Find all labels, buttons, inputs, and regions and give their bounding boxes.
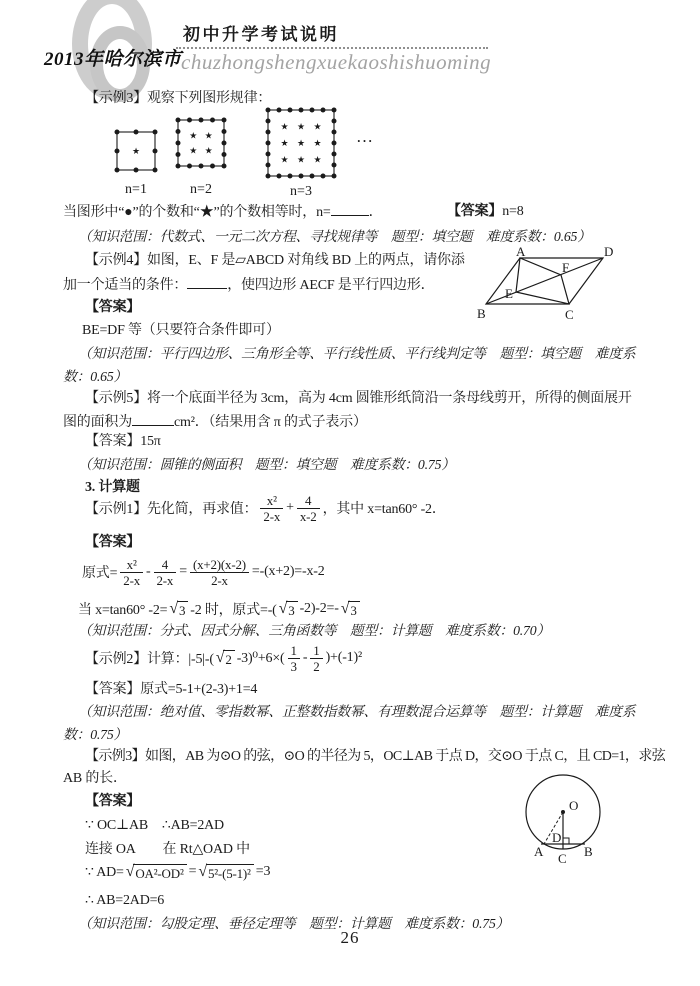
example5-line2 xyxy=(63,413,367,431)
svg-text:★: ★ xyxy=(296,121,306,132)
calc1-answer-label: 【答案】 xyxy=(85,535,141,550)
calc3-line2: AB 的长． xyxy=(63,771,127,786)
svg-text:★: ★ xyxy=(189,145,198,156)
equals: = xyxy=(188,864,197,879)
parallelogram-diagram xyxy=(476,246,691,326)
figure-label-n3: n=3 xyxy=(290,184,312,199)
figure-label-n1: n=1 xyxy=(125,182,147,197)
example5-answer: 【答案】15π xyxy=(85,434,161,449)
svg-text:★: ★ xyxy=(204,130,213,141)
vertex-label-A: A xyxy=(516,246,526,259)
substitute-mid2: -2)-2=- xyxy=(299,601,339,616)
fraction: $\frac{4}{x-2}$ xyxy=(297,493,320,524)
example4-scope-line1: （知识范围：平行四边形、三角形全等、平行线性质、平行线判定等 题型：填空题 难度系 xyxy=(78,346,636,361)
equals: = xyxy=(179,564,187,579)
point-label-B: B xyxy=(584,844,593,859)
calc3-deduction4: ∴ AB=2AD=6 xyxy=(85,893,165,908)
svg-text:★: ★ xyxy=(313,138,322,148)
area-tail: cm²．（结果用含 π 的式子表示） xyxy=(174,415,367,430)
fraction: $\frac{4}{2-x}$ xyxy=(154,557,177,588)
section3-heading: 3. 计算题 xyxy=(85,480,140,495)
page-number: 26 xyxy=(340,928,360,947)
calc3-deduction3 xyxy=(85,860,270,884)
example4-answer-label: 【答案】 xyxy=(85,300,141,315)
point-label-E: E xyxy=(505,286,513,301)
svg-text:★: ★ xyxy=(280,138,289,148)
calc1-prefix: 【示例1】先化简，再求值： xyxy=(85,502,258,517)
calc3-deduction2: 连接 OA 在 Rt△OAD 中 xyxy=(85,842,250,857)
fraction: $\frac{\text{x²}}{2-x}$ xyxy=(260,493,283,524)
area-text: 图的面积为 xyxy=(63,415,132,430)
svg-text:★: ★ xyxy=(313,154,322,165)
svg-text:★: ★ xyxy=(280,154,289,165)
sqrt-radical: √ 3 xyxy=(341,601,360,618)
example4-scope-line2: 数：0.65） xyxy=(63,369,128,384)
plus-operator: + xyxy=(286,500,294,515)
calc1-answer-line1 xyxy=(82,556,325,588)
example3-answer xyxy=(447,203,524,220)
fraction: $\frac{\text{x²}}{2-x}$ xyxy=(120,557,143,588)
calc2-pre: 【示例2】计算：|-5|-( xyxy=(85,652,214,667)
calc2-post: )+(-1)² xyxy=(325,650,362,665)
example3-scope: （知识范围：代数式、一元二次方程、寻找规律等 题型：填空题 难度系数：0.65） xyxy=(78,229,591,244)
pattern-ellipsis: … xyxy=(356,127,375,146)
example3-question xyxy=(63,203,382,221)
svg-text:★: ★ xyxy=(280,121,289,132)
period: ． xyxy=(368,205,383,220)
svg-text:★: ★ xyxy=(204,145,213,156)
answer-blank xyxy=(132,413,174,426)
svg-text:★: ★ xyxy=(189,130,198,141)
calc1-answer-line2 xyxy=(78,597,362,621)
vertex-label-B: B xyxy=(477,306,486,321)
calc2-scope-line1: （知识范围：绝对值、零指数幂、正整数指数幂、有理数混合运算等 题型：计算题 难度系 xyxy=(78,704,636,719)
sqrt-radical: √ 3 xyxy=(279,601,298,618)
question-text: 当图形中“●”的个数和“★”的个数相等时，n= xyxy=(63,205,331,220)
calc2-answer: 【答案】原式=5-1+(2-3)+1=4 xyxy=(85,682,258,697)
edition-label: 2013年哈尔滨市 xyxy=(44,49,182,70)
example5-line1: 【示例5】将一个底面半径为 3cm，高为 4cm 圆锥形纸筒沿一条母线剪开，所得的侧面展开 xyxy=(85,391,632,406)
pattern-figure-n1 xyxy=(113,128,159,179)
condition-tail: ，使四边形 AECF 是平行四边形． xyxy=(227,278,435,293)
right-angle-mark xyxy=(563,838,569,844)
sqrt-radical: √ 5²-(5-1)² xyxy=(198,864,253,881)
substitute-mid: -2 时，原式=-( xyxy=(190,603,277,618)
fraction: $\frac{1}{3}$ xyxy=(288,643,300,674)
example5-scope: （知识范围：圆锥的侧面积 题型：填空题 难度系数：0.75） xyxy=(78,457,455,472)
svg-text:★: ★ xyxy=(296,138,306,148)
answer-value: n=8 xyxy=(502,204,524,219)
calc3-answer-label: 【答案】 xyxy=(85,794,141,809)
fraction: $\frac{1}{2}$ xyxy=(310,643,322,674)
circle-diagram xyxy=(505,760,653,872)
vertex-label-C: C xyxy=(565,307,574,322)
calc1-suffix: ，其中 x=tan60° -2． xyxy=(322,502,446,517)
calc2-problem xyxy=(85,642,362,674)
condition-text: 加一个适当的条件： xyxy=(63,278,188,293)
ad-pre: ∵ AD= xyxy=(85,864,124,880)
calc3-scope: （知识范围：勾股定理、垂径定理等 题型：计算题 难度系数：0.75） xyxy=(78,916,510,931)
svg-text:★: ★ xyxy=(131,146,141,156)
header-divider xyxy=(176,47,488,49)
answer-blank xyxy=(331,203,369,216)
substitute-pre: 当 x=tan60° -2= xyxy=(78,603,168,618)
svg-text:★: ★ xyxy=(313,121,322,132)
svg-text:★: ★ xyxy=(296,154,306,165)
yuanshi: 原式= xyxy=(82,566,118,581)
point-label-F: F xyxy=(562,260,570,275)
sqrt-radical: √ 3 xyxy=(169,601,188,618)
fraction: $\frac{(x+2)(x-2)}{2-x}$ xyxy=(190,557,249,588)
pattern-figure-n2 xyxy=(174,116,228,175)
pinyin-watermark: chuzhongshengxuekaoshishuoming xyxy=(181,50,492,74)
pattern-figure-n3 xyxy=(264,106,338,185)
answer-blank xyxy=(187,276,227,289)
example4-line2 xyxy=(63,276,434,294)
calc2-scope-line2: 数：0.75） xyxy=(63,727,128,742)
calc1-problem xyxy=(85,492,446,524)
example4-answer: BE=DF 等（只要符合条件即可） xyxy=(82,323,280,338)
answer-label: 【答案】 xyxy=(447,204,503,219)
calc1-scope: （知识范围：分式、因式分解、三角函数等 题型：计算题 难度系数：0.70） xyxy=(78,623,551,638)
center-label-O: O xyxy=(569,798,579,813)
point-label-A: A xyxy=(534,844,544,859)
ad-result: =3 xyxy=(255,864,271,879)
vertex-label-D: D xyxy=(604,246,614,259)
calc2-mid: -3)⁰+6×( xyxy=(236,650,285,666)
sqrt-radical: √ OA²-OD² xyxy=(126,864,187,881)
example3-intro: 【示例3】观察下列图形规律： xyxy=(85,91,272,106)
point-label-C: C xyxy=(558,851,567,866)
figure-label-n2: n=2 xyxy=(190,182,212,197)
center-point-O xyxy=(561,810,565,814)
document-title: 初中升学考试说明 xyxy=(183,25,339,44)
sqrt-radical: √ 2 xyxy=(216,650,235,667)
minus-operator: - xyxy=(302,650,308,665)
point-label-D: D xyxy=(552,830,562,845)
calc3-line1: 【示例3】如图，AB 为⊙O 的弦，⊙O 的半径为 5，OC⊥AB 于点 D，交⊙O 于点 C，且 CD=1，求弦 xyxy=(85,749,666,764)
calc1-result: =-(x+2)=-x-2 xyxy=(251,564,325,579)
example4-line1: 【示例4】如图，E、F 是▱ABCD 对角线 BD 上的两点，请你添 xyxy=(85,253,465,268)
calc3-deduction1: ∵ OC⊥AB ∴AB=2AD xyxy=(85,818,224,833)
minus-operator: - xyxy=(146,564,151,579)
